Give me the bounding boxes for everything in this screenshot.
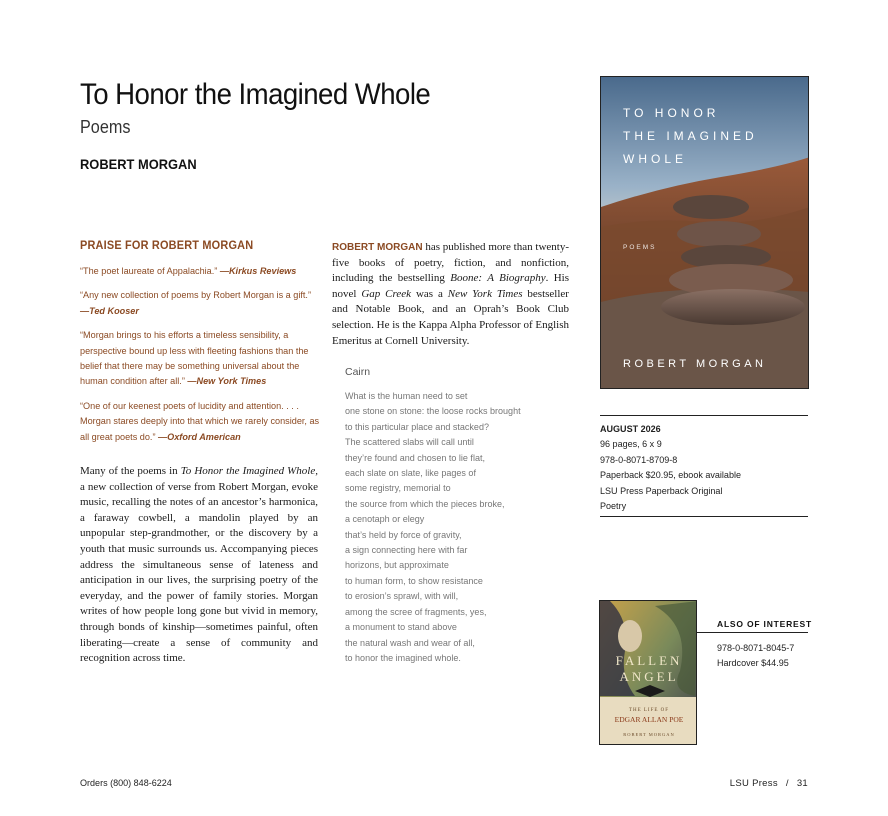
cover-stone: [661, 289, 805, 325]
praise-quote: [80, 328, 319, 390]
spec-line: 96 pages, 6 x 9: [600, 439, 662, 451]
poem-line: to honor the imagined whole.: [345, 652, 461, 664]
also-of-interest-heading: ALSO OF INTEREST: [717, 619, 812, 629]
praise-section: [80, 240, 320, 454]
bio-book-title: New York Times: [447, 287, 523, 300]
poem-line: some registry, memorial to: [345, 483, 451, 495]
poem-line: a cenotaph or elegy: [345, 514, 425, 526]
description-title-ref: To Honor the Imagined Whole,: [180, 465, 318, 477]
footer-press: LSU Press: [729, 778, 778, 789]
cover-title-line: THE IMAGINED: [623, 129, 758, 143]
related-cover-face: [618, 620, 642, 652]
poem-line: the natural wash and wear of all,: [345, 637, 475, 649]
bio-text: . His novel: [332, 272, 570, 300]
poem-line: to erosion’s sprawl, with will,: [345, 591, 459, 603]
bio-text: was a: [411, 287, 448, 300]
praise-quote: [80, 264, 319, 279]
poem-line: among the scree of fragments, yes,: [345, 606, 487, 618]
poem-excerpt: [345, 366, 545, 666]
poem-line: each slate on slate, like pages of: [345, 468, 476, 480]
cover-artwork: [601, 77, 809, 389]
book-title: To Honor the Imagined Whole: [80, 78, 431, 111]
poem-line: to human form, to show resistance: [345, 575, 483, 587]
praise-heading: PRAISE FOR ROBERT MORGAN: [80, 240, 254, 252]
description-intro: Many of the poems in: [80, 465, 181, 477]
poem-line: the source from which the pieces broke,: [345, 498, 505, 510]
book-cover: [600, 76, 809, 389]
quote-source: —Oxford American: [158, 431, 241, 443]
footer-press-page: [730, 778, 808, 789]
book-specs: [600, 415, 808, 517]
cover-stone: [673, 195, 749, 219]
cover-label: POEMS: [623, 244, 657, 251]
also-of-interest-info: [717, 641, 798, 671]
also-of-interest-divider: [697, 632, 808, 633]
publication-date: AUGUST 2026: [600, 424, 661, 435]
spec-line: Paperback $20.95, ebook available: [600, 470, 742, 482]
spec-line: LSU Press Paperback Original: [600, 485, 723, 497]
poem-line: a sign connecting here with far: [345, 545, 468, 557]
quote-text: “Morgan brings to his efforts a timeless sensibility, a perspective bound up less with fleeting fashions than the belief that there may be something universal about the human condition after all.”: [80, 330, 309, 388]
poem-line: The scattered slabs will call until: [345, 437, 474, 449]
bio-book-title: Boone: A Biography: [450, 272, 546, 285]
related-cover-title-line: ANGEL: [619, 669, 679, 684]
praise-quote: [80, 288, 319, 319]
quote-text: “One of our keenest poets of lucidity and attention. . . . Morgan stares deeply into that which we rarely consider, as all great poets do.”: [80, 400, 320, 443]
footer-separator: /: [785, 778, 789, 789]
related-isbn: 978-0-8071-8045-7: [717, 643, 795, 654]
description-body: a new collection of verse from Robert Morgan, evoke music, recalling the notes of an ancestor’s harmonica, a faraway cowbell, a mandolin played by an unpopular step-grandmother, or the discovery by a youth that music surrounds us. Accompanying pieces address the simultaneous sense of lateness and anticipation in our lives, the surprising poetry of the everyday, and the power of family stories. Morgan writes of how people long gone but vivid in memory, through bonds of kinship—sometimes painful, often liberating—create a sense of community and recognition across time.: [80, 480, 318, 665]
poem-line: they’re found and chosen to lie flat,: [345, 452, 485, 464]
poem-line: to this particular place and stacked?: [345, 421, 489, 433]
cover-title-line: TO HONOR: [623, 106, 720, 120]
page-number: 31: [796, 778, 808, 789]
related-cover-subtitle: THE LIFE OF: [628, 708, 670, 713]
poem-line: What is the human need to set: [345, 391, 468, 402]
related-cover-title-line: FALLEN: [615, 653, 683, 668]
poem-line: a monument to stand above: [345, 622, 457, 634]
author-bio: [332, 240, 569, 349]
quote-source: —Ted Kooser: [80, 305, 139, 317]
bio-author-name: ROBERT MORGAN: [332, 242, 423, 253]
quote-source: —New York Times: [187, 376, 267, 388]
book-author: ROBERT MORGAN: [80, 156, 197, 172]
poem-line: that’s held by force of gravity,: [345, 529, 462, 541]
poem-line: horizons, but approximate: [345, 560, 449, 572]
bio-book-title: Gap Creek: [361, 287, 412, 300]
spec-lines: [600, 437, 808, 514]
cover-title-line: WHOLE: [623, 152, 688, 166]
cover-author: ROBERT MORGAN: [623, 358, 767, 370]
book-subtitle: Poems: [80, 117, 131, 137]
bio-text: has published more than twenty-five books of poetry, fiction, and nonfiction, including the bestselling: [332, 241, 569, 285]
poem-title: Cairn: [345, 366, 371, 378]
quote-text: “Any new collection of poems by Robert Morgan is a gift.”: [80, 290, 311, 302]
related-cover-subject: EDGAR ALLAN POE: [614, 715, 684, 724]
book-description: [80, 464, 318, 667]
bio-text: bestseller and Notable Book, and an Oprah’s Book Club selection. He is the Kappa Alpha Professor of English Emeritus at Cornell University.: [332, 287, 569, 347]
footer-orders: Orders (800) 848-6224: [80, 778, 172, 789]
spec-line: Poetry: [600, 501, 627, 513]
cover-stone: [677, 221, 761, 247]
poem-line: one stone on stone: the loose rocks brought: [345, 406, 521, 418]
poem-lines: [345, 389, 545, 666]
quote-text: “The poet laureate of Appalachia.”: [80, 266, 220, 277]
related-book-cover: [599, 600, 697, 745]
spec-line: 978-0-8071-8709-8: [600, 454, 678, 466]
related-format-price: Hardcover $44.95: [717, 658, 789, 669]
quote-source: —Kirkus Reviews: [219, 266, 297, 277]
praise-quote: [80, 399, 319, 445]
related-cover-artwork: [600, 601, 697, 745]
related-cover-author: ROBERT MORGAN: [623, 732, 675, 737]
